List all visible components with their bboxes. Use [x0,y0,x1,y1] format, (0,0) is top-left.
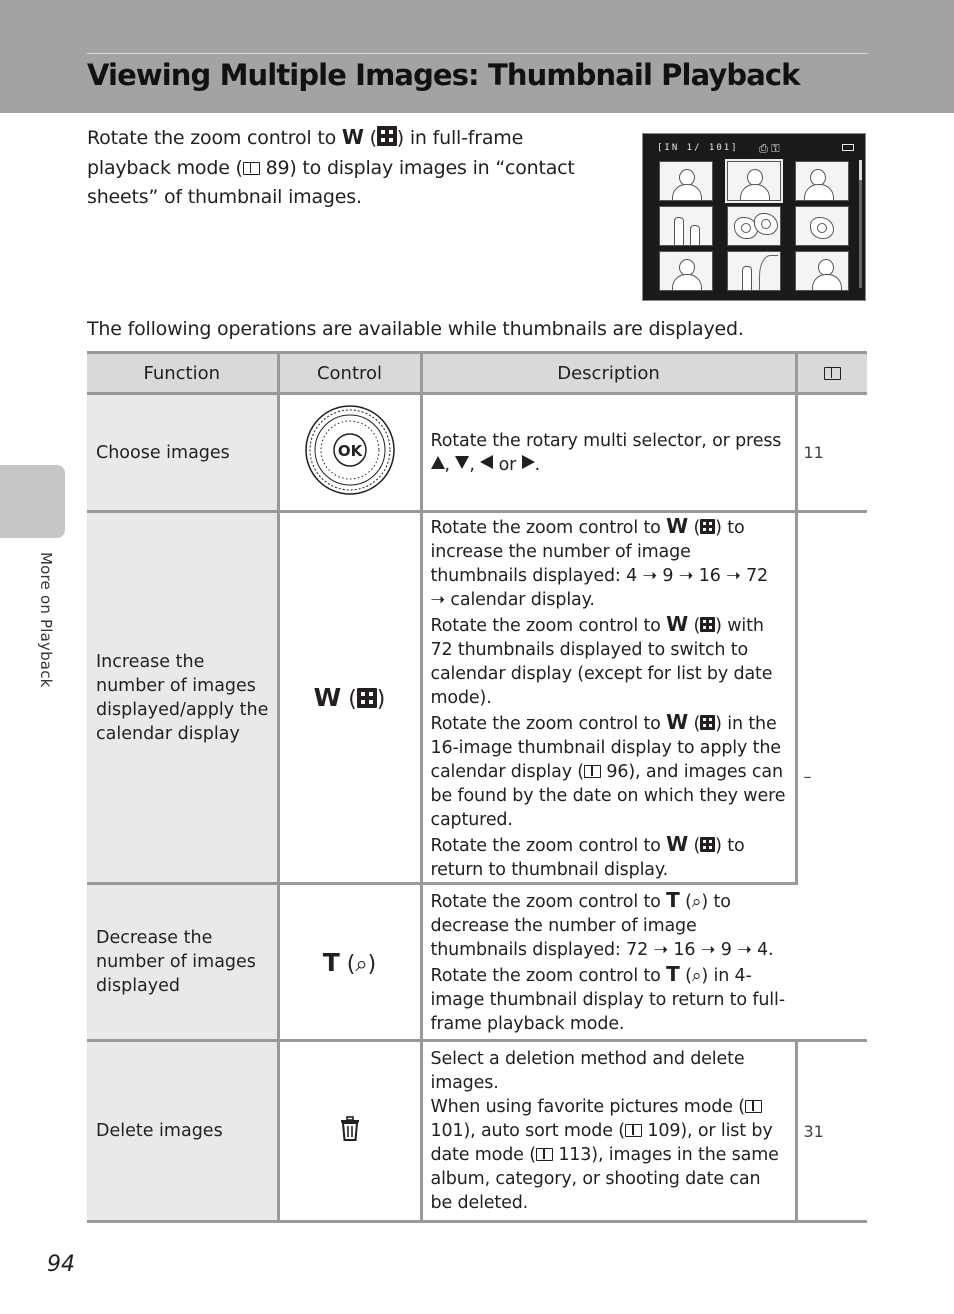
zoom-w-key: W [666,513,689,538]
zoom-w-key: W [341,125,364,149]
reference-cell: 11 [796,394,867,512]
reference-cell: 31 [796,1041,867,1222]
description-text: Rotate the zoom control to [430,892,667,912]
control-text: ) [376,687,386,712]
description-text: ) in the 16-image thumbnail display to apply the calendar display ( [430,713,781,782]
battery-icon [842,144,854,151]
thumbnail-portrait [659,161,713,201]
column-header-reference [796,353,867,394]
ok-button-label: OK [337,442,362,460]
description-cell [421,394,796,512]
description-text: When using favorite pictures mode ( [430,1097,745,1117]
description-text: Rotate the zoom control to [430,517,667,538]
function-cell: Choose images [87,394,278,512]
thumbnail-grid-icon [357,688,377,708]
header-band [0,0,954,113]
description-text: ( [688,713,701,734]
reference-book-icon [584,765,601,778]
thumbnail-portrait [795,161,849,201]
description-paragraph: Select a deletion method and delete images. [430,1049,745,1093]
description-text: 113), images in the same album, category, or shooting date can be deleted. [430,1145,779,1213]
description-cell [421,884,796,1041]
description-text: Rotate the rotary multi selector, or press [430,430,782,451]
side-tab-label: More on Playback [37,552,55,688]
header-rule [87,53,868,54]
rotary-multi-selector-icon [304,404,396,496]
description-text: ) with 72 thumbnails displayed to switch to calendar display (except for list by date mode). [430,615,773,708]
description-text: ) to return to thumbnail display. [430,835,745,880]
table-row [87,884,867,1041]
description-text: (⌕) in 4-image thumbnail display to return to full-frame playback mode. [430,966,785,1034]
page-title: Viewing Multiple Images: Thumbnail Playback [87,58,800,92]
camera-lcd-illustration [642,133,866,301]
description-text: or [493,454,522,475]
description-text: 109), or list by date mode ( [430,1121,773,1165]
zoom-t-key: T [666,962,680,986]
column-header-function: Function [87,353,278,394]
reference-book-icon [243,162,260,175]
zoom-w-key: W [313,683,342,712]
description-text: (⌕) to decrease the number of image thumbnails displayed: 72 ➝ 16 ➝ 9 ➝ 4. Rotate the zoom control to [430,892,774,986]
side-tab [0,465,65,538]
reference-book-icon [824,367,841,380]
description-text: 96), and images can be found by the date on which they were captured. [430,761,786,830]
trash-icon [339,1116,361,1142]
description-text: ) to increase the number of image thumbnails displayed: 4 ➝ 9 ➝ 16 ➝ 72 ➝ calendar display. [430,517,769,610]
description-paragraph [431,710,787,832]
description-cell [421,512,796,884]
control-text: ( [341,687,357,712]
reference-book-icon [745,1100,762,1113]
table-header-row [87,353,867,394]
lead-sentence: The following operations are available while thumbnails are displayed. [87,318,744,340]
description-text: ( [688,517,701,538]
thumbnail-flowers [727,206,781,246]
reference-cell: – [796,512,867,1041]
table-row [87,394,867,512]
lcd-scrollbar [859,160,862,288]
intro-text: 89) to display images in “contact sheets” of thumbnail images. [87,156,575,208]
thumbnail-flower [795,206,849,246]
thumbnail-portrait [795,251,849,291]
intro-text: Rotate the zoom control to [87,127,342,149]
description-text: . [534,454,541,475]
zoom-w-key: W [666,611,689,636]
thumbnail-child-tree [727,251,781,291]
description-text: Rotate the zoom control to [430,835,667,856]
up-arrow-icon [431,456,445,469]
control-cell [278,1041,421,1222]
zoom-t-key: T [666,888,680,912]
description-paragraph [431,612,787,710]
column-header-description: Description [421,353,796,394]
right-arrow-icon [522,455,535,469]
thumbnail-grid-icon [700,715,715,730]
description-text: 101), auto sort mode ( [430,1121,625,1141]
left-arrow-icon [480,455,493,469]
intro-paragraph [87,123,607,213]
zoom-w-key: W [666,709,689,734]
reference-book-icon [536,1148,553,1161]
description-paragraph [431,514,787,612]
lcd-protect-print-icons: ⎙ ⚿ [759,142,780,155]
control-cell [278,394,421,512]
zoom-t-key: T [322,947,340,977]
operations-table [87,351,867,1223]
reference-book-icon [625,1124,642,1137]
function-cell: Delete images [87,1041,278,1222]
description-text: , [469,454,481,475]
intro-text: ) in full-frame playback mode ( [87,127,524,179]
thumbnail-grid-icon [700,519,715,534]
description-paragraph [431,1095,787,1215]
description-cell [421,1041,796,1222]
function-cell: Increase the number of images displayed/apply the calendar display [87,512,278,884]
table-row [87,1041,867,1222]
zoom-w-key: W [666,831,689,856]
down-arrow-icon [455,456,469,469]
description-text: Rotate the zoom control to [430,615,667,636]
description-paragraph [431,832,787,882]
thumbnail-portrait [659,251,713,291]
control-text: (⌕) [339,951,377,977]
control-cell [278,512,421,884]
thumbnail-grid-icon [700,617,715,632]
thumbnail-grid-icon [700,837,715,852]
column-header-control: Control [278,353,421,394]
page-number: 94 [47,1252,75,1277]
description-text: Rotate the zoom control to [430,713,667,734]
description-text: ( [688,835,701,856]
intro-text: ( [363,127,377,149]
table-row [87,512,867,884]
lcd-status-text: [IN 1/ 101] [657,143,739,153]
function-cell: Decrease the number of images displayed [87,884,278,1041]
thumbnail-children [659,206,713,246]
description-text: ( [688,615,701,636]
thumbnail-grid-icon [377,126,397,146]
control-cell [278,884,421,1041]
thumbnail-portrait-selected [727,161,781,201]
description-text: , [444,454,456,475]
